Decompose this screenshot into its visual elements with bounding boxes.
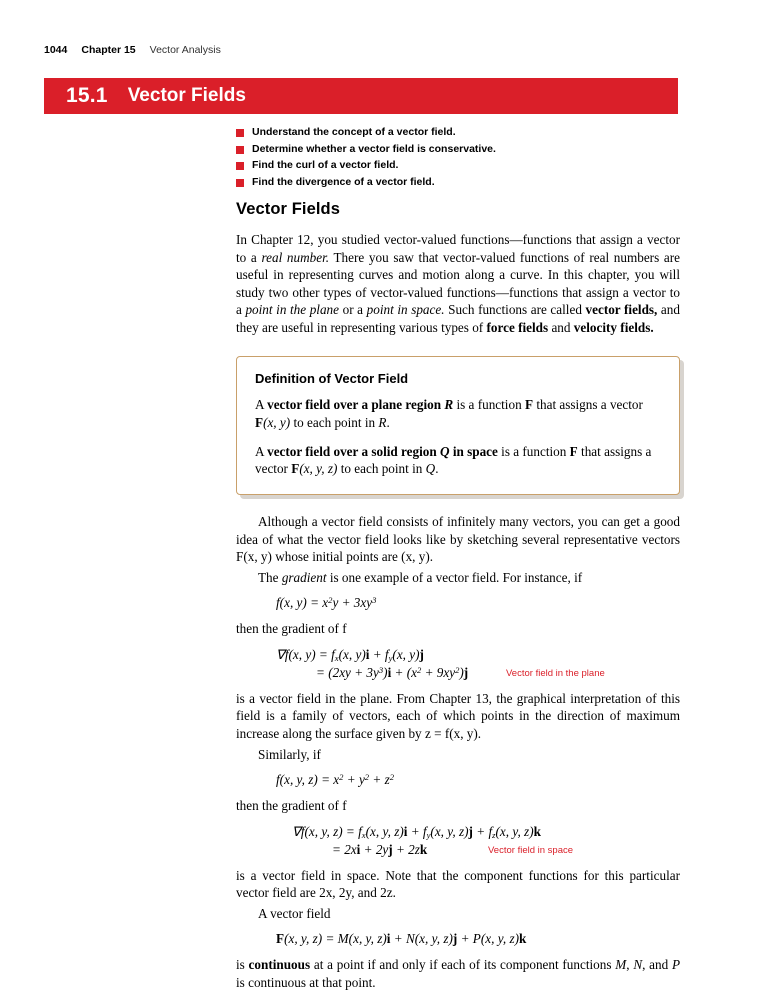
objective-text: Find the curl of a vector field. xyxy=(252,159,399,172)
text-run: Such functions are called xyxy=(444,302,586,318)
text-run: or a xyxy=(339,302,367,318)
definition-paragraph-2: A vector field over a solid region Q in space is a function F that assigns a vector F(x, y, z) to each point in Q. xyxy=(255,443,652,477)
paragraph-then-gradient-2: then the gradient of f xyxy=(236,798,347,814)
equation-grad-f-xy-line2: = $(2xy + 3y^3)i + (x^2 + 9xy^2)j$ Vector field in the plane xyxy=(316,664,605,680)
square-bullet-icon xyxy=(236,146,244,154)
text-run: and they are useful in representing various types of xyxy=(236,302,680,335)
section-title: Vector Fields xyxy=(127,85,246,106)
equation-f-xyz: f(x, y, $z) = x^2 + y^2 + z^2$ xyxy=(276,772,395,788)
text-run-bold: vector field over a plane region R xyxy=(267,397,454,413)
text-run-bold: velocity fields. xyxy=(573,319,654,335)
body-column xyxy=(236,200,680,992)
paragraph-continuous xyxy=(236,956,680,991)
text-run: A xyxy=(255,397,268,413)
text-run: at a point if and only if each of its component functions M, N, and P is continuous at that point. xyxy=(236,957,681,990)
text-run: The xyxy=(258,569,282,585)
equation-f-xy: f(x, $y) = x^2y + 3xy^3$ xyxy=(276,595,377,611)
text-run-bold: vector field over a solid region Q in space xyxy=(267,443,498,459)
objective-text: Find the divergence of a vector field. xyxy=(252,175,435,188)
square-bullet-icon xyxy=(236,179,244,187)
section-heading: Vector Fields xyxy=(236,200,341,218)
objective-item xyxy=(236,159,680,172)
text-run: A xyxy=(255,443,268,459)
chapter-label: Chapter 15 xyxy=(81,44,136,56)
paragraph-vector-field-plane: is a vector field in the plane. From Chapter 13, the graphical interpretation of this field is a family of vectors, each of which points in the direction of maximum increase along the surface given by z = f(x, y). xyxy=(236,690,680,741)
objective-item xyxy=(236,176,680,189)
text-run: In Chapter 12, you studied vector-valued functions—functions that assign a vector to a xyxy=(236,232,680,265)
margin-caption-space: Vector field in space xyxy=(488,844,574,856)
text-run: is one example of a vector field. For instance, if xyxy=(326,569,583,585)
objective-item xyxy=(236,143,680,156)
definition-title: Definition of Vector Field xyxy=(255,371,409,387)
margin-caption-plane: Vector field in the plane xyxy=(506,667,605,679)
text-run-italic: point in space. xyxy=(366,302,445,318)
definition-paragraph-1: A vector field over a plane region R is a function F that assigns a vector F(x, y) to each point in R. xyxy=(255,397,643,430)
equation-grad-f-xy-line1: ∇f(x, $y) = f_x(x$, $y)i + f_y(x$, y)j xyxy=(276,646,424,663)
objective-text: Understand the concept of a vector field. xyxy=(252,126,456,138)
section-number: 15.1 xyxy=(66,84,108,107)
text-run: and xyxy=(548,319,574,335)
text-run-italic: real number. xyxy=(261,249,330,265)
text-run-bold: vector fields, xyxy=(585,302,658,318)
text-run-bold: force fields xyxy=(486,319,549,335)
paragraph-intro xyxy=(236,231,680,336)
paragraph-gradient-intro xyxy=(236,569,680,587)
equation-grad-f-xyz-line1: ∇f(x, y, $z) = f_x(x$, y, $z)i + f_y(x$, y, $z)j + f_z(x$, y, z)k xyxy=(292,823,541,840)
paragraph-then-gradient-1: then the gradient of f xyxy=(236,621,347,637)
text-run: There you saw that vector-valued functions of real numbers are useful in representing curves and motion along a curve. In this chapter, you will study two other types of vector-valued functions—functions that assign a vector to a xyxy=(236,249,680,318)
chapter-title: Vector Analysis xyxy=(149,44,221,56)
definition-box xyxy=(236,356,680,495)
text-run-bold: continuous xyxy=(248,957,311,973)
paragraph-vector-field-space: is a vector field in space. Note that the component functions for this particular vector field are 2x, 2y, and 2z. xyxy=(236,867,680,901)
running-head xyxy=(44,44,724,56)
text-run-italic: point in the plane xyxy=(245,302,340,318)
paragraph-a-vector-field: A vector field xyxy=(258,905,331,921)
text-run-italic: gradient xyxy=(281,569,327,585)
square-bullet-icon xyxy=(236,129,244,137)
page-number: 1044 xyxy=(44,44,68,56)
equation-grad-f-xyz-line2: = 2xi + 2yj + 2zk Vector field in space xyxy=(332,841,574,857)
square-bullet-icon xyxy=(236,162,244,170)
objectives-list xyxy=(236,126,680,193)
objective-text: Determine whether a vector field is conservative. xyxy=(252,142,496,155)
objective-item xyxy=(236,126,680,139)
paragraph-similarly: Similarly, if xyxy=(258,746,321,762)
equation-F-xyz: F(x, y, z) = M(x, y, z)i + N(x, y, z)j + P(x, y, z)k xyxy=(276,931,527,947)
text-run: is xyxy=(236,957,249,973)
paragraph-sketching: Although a vector field consists of infinitely many vectors, you can get a good idea of what the vector field looks like by sketching several representative vectors F(x, y) whose initial points are (x, y). xyxy=(236,514,680,565)
section-banner xyxy=(44,78,678,114)
